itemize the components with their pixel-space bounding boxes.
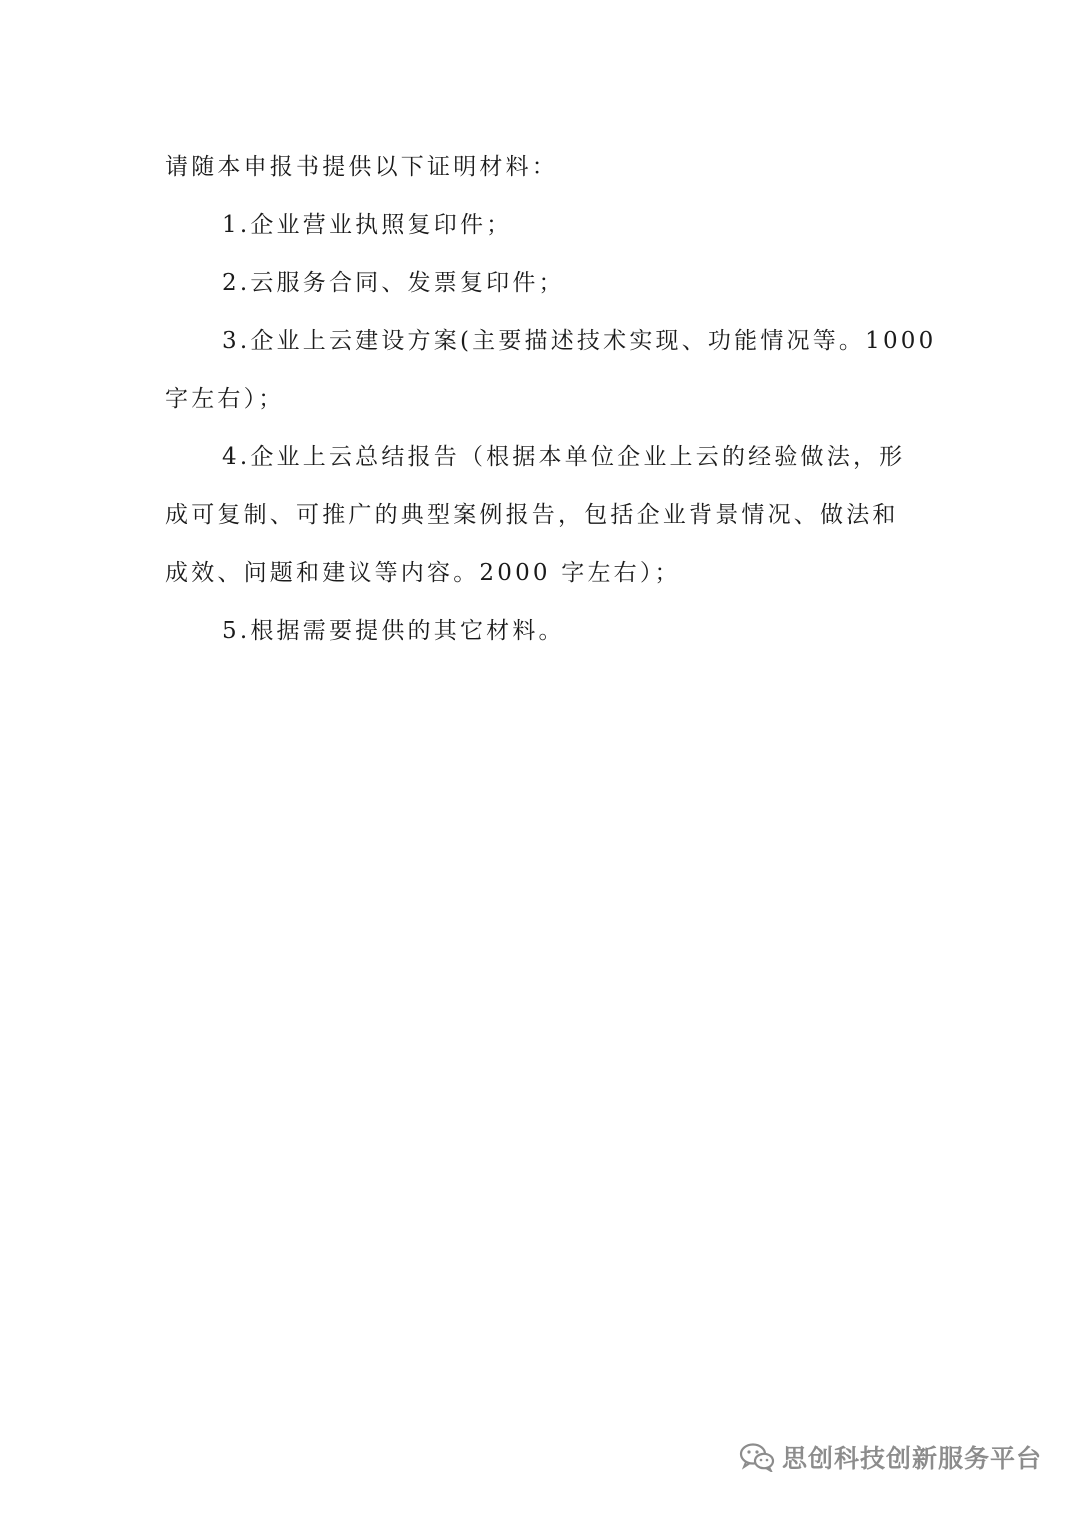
list-item-4-line-3: 成效、问题和建议等内容。2000 字左右）； <box>165 560 681 586</box>
watermark-text: 思创科技创新服务平台 <box>781 1444 1042 1473</box>
wechat-watermark <box>738 1439 1042 1475</box>
list-item-5: 5.根据需要提供的其它材料。 <box>222 618 565 644</box>
list-item-2: 2.云服务合同、发票复印件； <box>222 270 565 296</box>
intro-text: 请随本申报书提供以下证明材料： <box>165 154 558 180</box>
wechat-icon <box>738 1442 776 1472</box>
list-item-4-line-2: 成可复制、可推广的典型案例报告，包括企业背景情况、做法和 <box>165 502 899 528</box>
list-item-1: 1.企业营业执照复印件； <box>222 212 513 238</box>
list-item-3-line-2: 字左右）； <box>165 386 285 412</box>
list-item-4-line-1: 4.企业上云总结报告（根据本单位企业上云的经验做法，形 <box>222 444 906 470</box>
document-body <box>165 138 937 660</box>
list-item-3-line-1: 3.企业上云建设方案(主要描述技术实现、功能情况等。1000 <box>222 328 937 354</box>
